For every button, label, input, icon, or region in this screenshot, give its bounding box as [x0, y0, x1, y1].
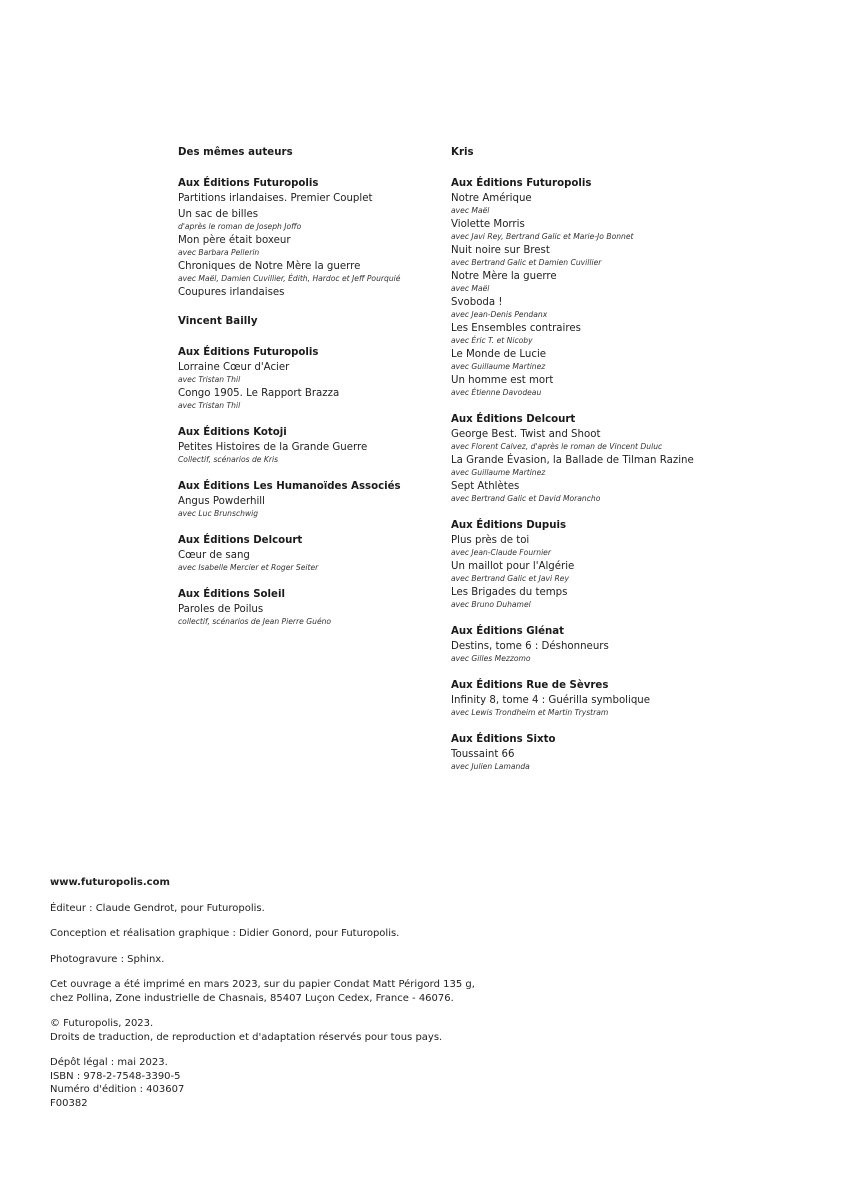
publisher-group — [178, 480, 478, 519]
book-entry — [178, 208, 478, 232]
book-entry — [451, 192, 751, 216]
section-heading-kris: Kris — [451, 147, 474, 158]
book-title: Un sac de billes — [178, 209, 259, 220]
book-note: avec Javi Rey, Bertrand Galic et Marie-Jo Bonnet — [451, 232, 634, 241]
publisher-group — [451, 733, 751, 772]
publisher-name: Aux Éditions Futuropolis — [178, 347, 319, 358]
book-note: avec Étienne Davodeau — [451, 388, 542, 397]
publisher-name: Aux Éditions Dupuis — [451, 520, 567, 531]
book-note: avec Bruno Duhamel — [451, 600, 531, 609]
publisher-group — [451, 413, 751, 504]
book-title: Le Monde de Lucie — [451, 349, 547, 360]
book-title: Les Ensembles contraires — [451, 323, 581, 334]
website-link[interactable]: www.futuropolis.com — [50, 877, 170, 888]
book-note: avec Isabelle Mercier et Roger Seiter — [178, 563, 319, 572]
publisher-group — [178, 177, 478, 300]
design-line: Conception et réalisation graphique : Didier Gonord, pour Futuropolis. — [50, 928, 400, 939]
book-title: Destins, tome 6 : Déshonneurs — [451, 641, 609, 652]
publisher-name: Aux Éditions Futuropolis — [178, 178, 319, 189]
book-note: collectif, scénarios de Jean Pierre Guéno — [178, 617, 332, 626]
book-title: George Best. Twist and Shoot — [451, 429, 601, 440]
book-note: avec Bertrand Galic et Javi Rey — [451, 574, 569, 583]
right-groups-kris — [451, 177, 751, 772]
code-line: F00382 — [50, 1097, 88, 1109]
publisher-group — [178, 534, 478, 573]
legal-block — [50, 1056, 750, 1110]
book-title: La Grande Évasion, la Ballade de Tilman Razine — [451, 455, 694, 466]
right-column — [451, 146, 751, 787]
book-entry — [178, 603, 478, 627]
book-note: avec Guillaume Martinez — [451, 362, 546, 371]
book-entry — [451, 480, 751, 504]
editor-line: Éditeur : Claude Gendrot, pour Futuropolis. — [50, 902, 265, 914]
left-groups — [178, 177, 478, 300]
book-note: avec Bertrand Galic et David Morancho — [451, 494, 601, 503]
book-note: avec Éric T. et Nicoby — [451, 336, 533, 345]
book-note: avec Julien Lamanda — [451, 762, 530, 771]
book-entry — [451, 218, 751, 242]
book-entry — [451, 428, 751, 452]
publisher-name: Aux Éditions Delcourt — [451, 414, 576, 425]
book-note: avec Jean-Denis Pendanx — [451, 310, 548, 319]
book-entry — [451, 322, 751, 346]
book-entry — [178, 361, 478, 385]
book-entry — [451, 374, 751, 398]
edition-number-line: Numéro d'édition : 403607 — [50, 1084, 185, 1095]
publisher-name: Aux Éditions Futuropolis — [451, 178, 592, 189]
book-title: Coupures irlandaises — [178, 287, 285, 298]
book-title: Sept Athlètes — [451, 481, 520, 492]
book-title: Notre Amérique — [451, 193, 532, 204]
book-entry — [178, 495, 478, 519]
book-title: Partitions irlandaises. Premier Couplet — [178, 193, 373, 204]
book-title: Cœur de sang — [178, 550, 250, 561]
book-title: Mon père était boxeur — [178, 235, 291, 246]
book-entry — [451, 748, 751, 772]
book-note: avec Tristan Thil — [178, 375, 241, 384]
photogravure-line: Photogravure : Sphinx. — [50, 953, 165, 965]
book-title: Petites Histoires de la Grande Guerre — [178, 442, 368, 453]
book-entry — [178, 192, 478, 206]
book-title: Infinity 8, tome 4 : Guérilla symbolique — [451, 695, 651, 706]
colophon — [50, 876, 750, 1122]
book-title: Chroniques de Notre Mère la guerre — [178, 261, 361, 272]
book-entry — [451, 348, 751, 372]
book-entry — [178, 260, 478, 284]
book-note: avec Jean-Claude Fournier — [451, 548, 551, 557]
book-note: avec Tristan Thil — [178, 401, 241, 410]
book-note: avec Barbara Pellerin — [178, 248, 260, 257]
book-note: d'après le roman de Joseph Joffo — [178, 222, 302, 231]
book-note: avec Florent Calvez, d'après le roman de Vincent Duluc — [451, 442, 663, 451]
printing-line-1: Cet ouvrage a été imprimé en mars 2023, sur du papier Condat Matt Périgord 135 g, — [50, 979, 475, 990]
book-title: Paroles de Poilus — [178, 604, 264, 615]
printing-block — [50, 978, 750, 1005]
printing-line-2: chez Pollina, Zone industrielle de Chasnais, 85407 Luçon Cedex, France - 46076. — [50, 992, 454, 1004]
publisher-name: Aux Éditions Rue de Sèvres — [451, 680, 609, 691]
publisher-name: Aux Éditions Soleil — [178, 589, 285, 600]
book-title: Nuit noire sur Brest — [451, 245, 550, 256]
book-title: Un homme est mort — [451, 375, 554, 386]
book-note: avec Gilles Mezzomo — [451, 654, 531, 663]
book-entry — [451, 586, 751, 610]
book-entry — [178, 549, 478, 573]
book-title: Svoboda ! — [451, 297, 503, 308]
book-title: Un maillot pour l'Algérie — [451, 561, 575, 572]
copyright-block — [50, 1017, 750, 1044]
book-note: avec Maël — [451, 206, 490, 215]
section-heading-vincent-bailly: Vincent Bailly — [178, 316, 258, 327]
book-entry — [451, 694, 751, 718]
book-entry — [451, 534, 751, 558]
publisher-group — [451, 177, 751, 398]
publisher-name: Aux Éditions Sixto — [451, 734, 556, 745]
book-title: Congo 1905. Le Rapport Brazza — [178, 388, 340, 399]
left-column — [178, 146, 478, 642]
publisher-group — [451, 679, 751, 718]
book-entry — [178, 234, 478, 258]
book-title: Toussaint 66 — [451, 749, 515, 760]
publisher-group — [178, 588, 478, 627]
publisher-name: Aux Éditions Glénat — [451, 626, 564, 637]
book-title: Notre Mère la guerre — [451, 271, 557, 282]
publisher-name: Aux Éditions Kotoji — [178, 427, 287, 438]
book-entry — [451, 296, 751, 320]
book-note: avec Guillaume Martinez — [451, 468, 546, 477]
section-heading-same-authors: Des mêmes auteurs — [178, 147, 293, 158]
publisher-name: Aux Éditions Delcourt — [178, 535, 303, 546]
book-note: avec Maël, Damien Cuvillier, Édith, Hardoc et Jeff Pourquié — [178, 274, 401, 283]
copyright-line: © Futuropolis, 2023. — [50, 1018, 154, 1029]
book-note: avec Bertrand Galic et Damien Cuvillier — [451, 258, 602, 267]
publisher-group — [451, 625, 751, 664]
left-groups-vincent-bailly — [178, 346, 478, 627]
book-note: avec Luc Brunschwig — [178, 509, 259, 518]
book-entry — [178, 441, 478, 465]
book-entry — [451, 560, 751, 584]
book-entry — [451, 244, 751, 268]
book-entry — [451, 454, 751, 478]
book-title: Violette Morris — [451, 219, 525, 230]
book-note: avec Maël — [451, 284, 490, 293]
publisher-group — [178, 346, 478, 411]
book-title: Les Brigades du temps — [451, 587, 568, 598]
publisher-name: Aux Éditions Les Humanoïdes Associés — [178, 481, 401, 492]
publisher-group — [178, 426, 478, 465]
book-entry — [178, 387, 478, 411]
book-note: Collectif, scénarios de Kris — [178, 455, 279, 464]
rights-line: Droits de traduction, de reproduction et d'adaptation réservés pour tous pays. — [50, 1031, 443, 1043]
book-entry — [178, 286, 478, 300]
book-entry — [451, 270, 751, 294]
legal-deposit-line: Dépôt légal : mai 2023. — [50, 1057, 168, 1068]
book-title: Plus près de toi — [451, 535, 530, 546]
book-title: Angus Powderhill — [178, 496, 265, 507]
book-note: avec Lewis Trondheim et Martin Trystram — [451, 708, 609, 717]
publisher-group — [451, 519, 751, 610]
book-title: Lorraine Cœur d'Acier — [178, 362, 290, 373]
book-entry — [451, 640, 751, 664]
isbn-line: ISBN : 978-2-7548-3390-5 — [50, 1070, 181, 1082]
